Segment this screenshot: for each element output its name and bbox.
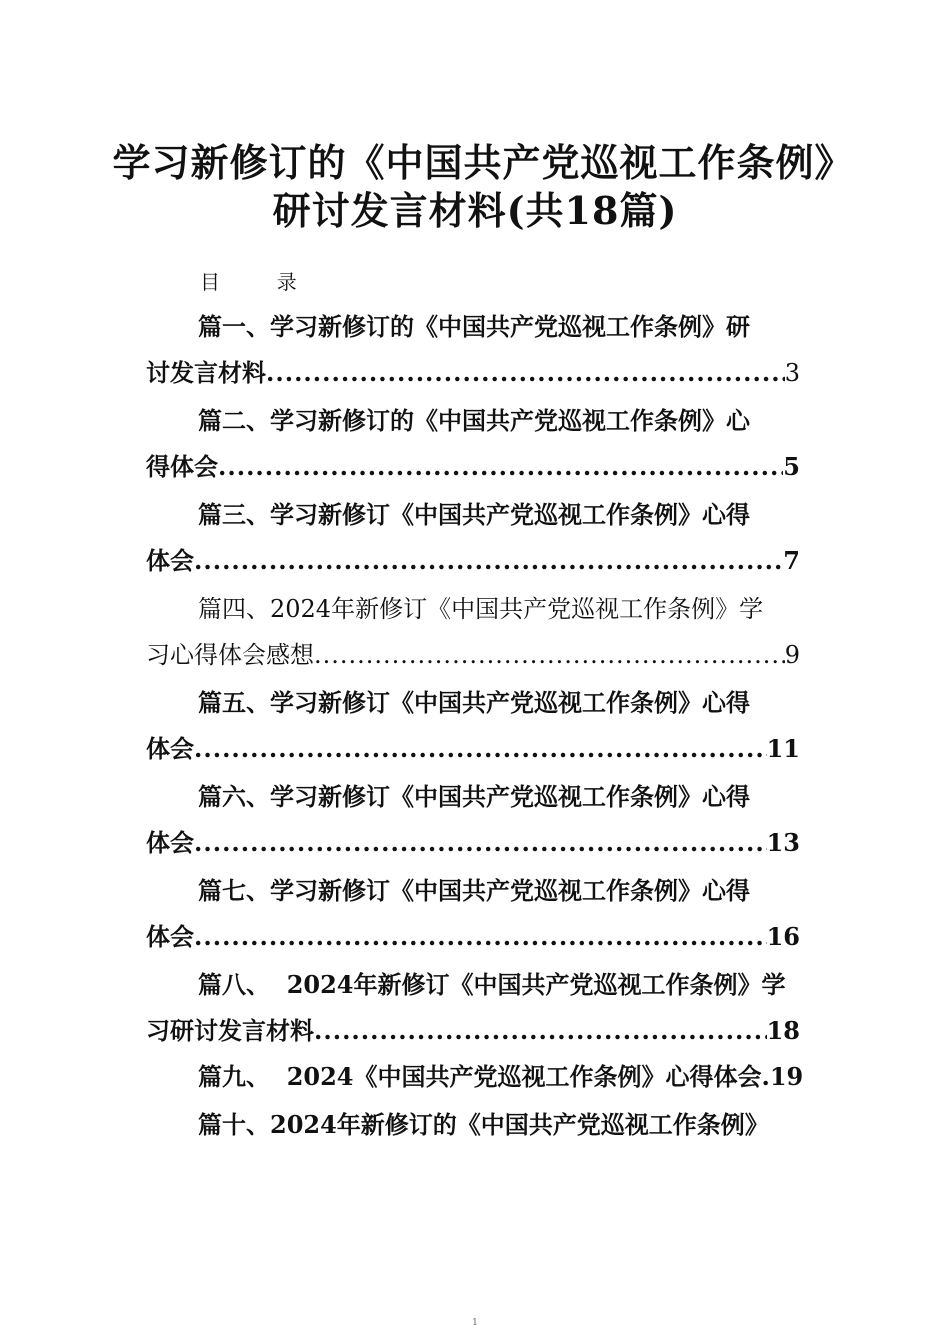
toc-leader-dots <box>266 358 785 388</box>
toc-entry-title: 篇八、 2024年新修订《中国共产党巡视工作条例》学 <box>198 970 786 999</box>
toc-page-number: 16 <box>766 922 800 951</box>
toc-entry-title: 篇六、学习新修订《中国共产党巡视工作条例》心得 <box>198 782 750 811</box>
toc-leader-dots <box>218 452 783 482</box>
document-title-line1: 学习新修订的《中国共产党巡视工作条例》 <box>112 140 854 185</box>
toc-leader-dots <box>194 546 783 576</box>
toc-leader-dots <box>314 1016 767 1046</box>
toc-heading-right: 录 <box>276 270 299 294</box>
toc-leader-dots <box>194 922 767 952</box>
toc-page-number: 11 <box>766 734 800 763</box>
toc-page-number: 18 <box>766 1016 800 1045</box>
toc-heading <box>200 266 299 295</box>
toc-entry-title: 篇五、学习新修订《中国共产党巡视工作条例》心得 <box>198 688 750 717</box>
toc-entry-title: 篇四、2024年新修订《中国共产党巡视工作条例》学 <box>198 595 764 623</box>
toc-entry-title: 篇七、学习新修订《中国共产党巡视工作条例》心得 <box>198 876 750 905</box>
page-number: 1 <box>472 1318 478 1328</box>
toc-entry-title-cont: 讨发言材料 <box>146 358 266 387</box>
toc-entry-title-cont: 习心得体会感想 <box>146 641 314 669</box>
toc-entry-title: 篇九、 2024《中国共产党巡视工作条例》心得体会.19 <box>198 1062 804 1091</box>
toc-entry-title: 篇三、学习新修订《中国共产党巡视工作条例》心得 <box>198 500 750 529</box>
toc-leader-dots <box>194 828 767 858</box>
toc-heading-left: 目 <box>200 270 222 294</box>
toc-entry-title: 篇十、2024年新修订的《中国共产党巡视工作条例》 <box>198 1110 769 1139</box>
toc-entry-title-cont: 体会 <box>146 734 194 763</box>
toc-entry-title-cont: 习研讨发言材料 <box>146 1016 314 1045</box>
toc-entry-title-cont: 体会 <box>146 546 194 575</box>
toc-entry-title: 篇一、学习新修订的《中国共产党巡视工作条例》研 <box>198 312 750 341</box>
toc-leader-dots <box>314 640 785 670</box>
toc-page-number: 7 <box>783 546 800 575</box>
toc-entry-title: 篇二、学习新修订的《中国共产党巡视工作条例》心 <box>198 406 750 435</box>
toc-entry-title-cont: 体会 <box>146 828 194 857</box>
document-title-line2: 研讨发言材料(共18篇) <box>272 188 678 233</box>
toc-entry-title-cont: 得体会 <box>146 452 218 481</box>
toc-page-number: 5 <box>783 452 800 481</box>
toc-page-number: 9 <box>784 641 800 669</box>
toc-page-number: 3 <box>784 359 800 387</box>
toc-entry-title-cont: 体会 <box>146 922 194 951</box>
toc-leader-dots <box>194 734 767 764</box>
toc-page-number: 13 <box>766 828 800 857</box>
